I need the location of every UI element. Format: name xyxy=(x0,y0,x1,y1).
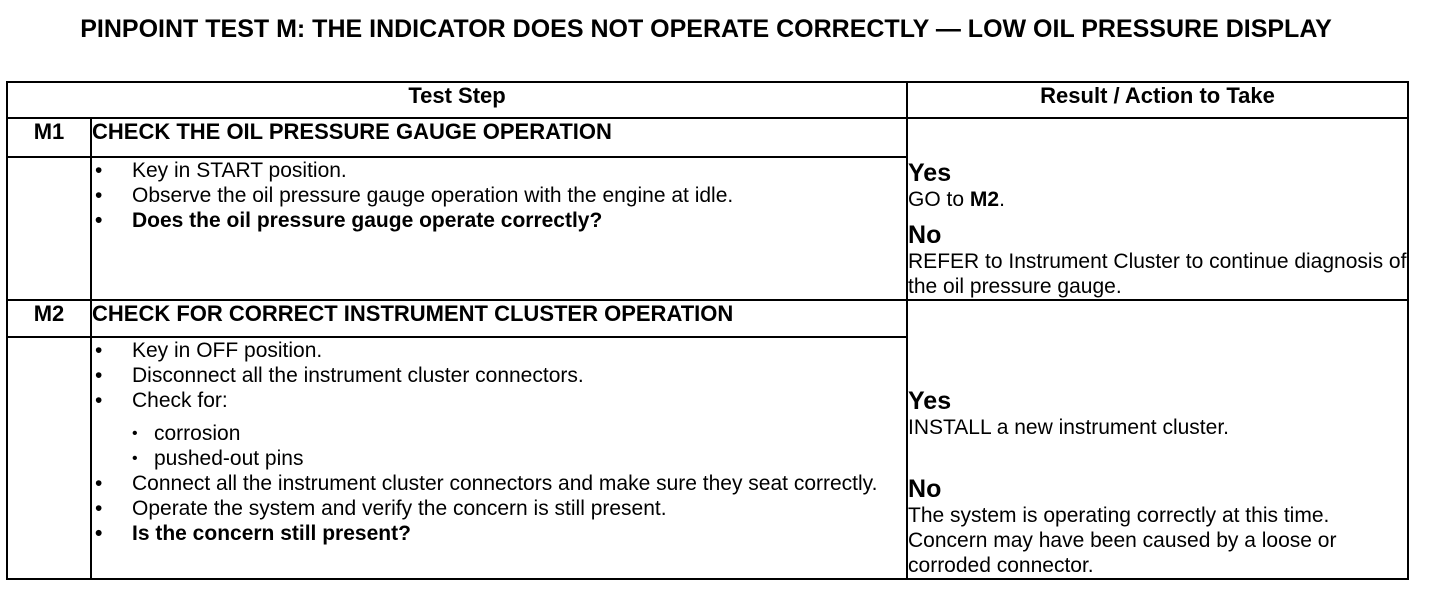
bullet-icon: • xyxy=(95,522,103,546)
yes-suffix: . xyxy=(999,188,1005,211)
bullet-icon: • xyxy=(95,339,103,363)
header-test-step: Test Step xyxy=(7,82,907,118)
list-item: • Connect all the instrument cluster connectors and make sure they seat correctly. xyxy=(95,472,878,496)
list-item: • Key in OFF position. xyxy=(95,339,323,363)
yes-label: Yes xyxy=(908,387,952,415)
step-m2-body xyxy=(91,337,907,579)
header-result: Result / Action to Take xyxy=(907,82,1408,118)
sub-bullet-icon: • xyxy=(132,450,138,468)
sub-list-item: • pushed-out pins xyxy=(132,447,304,471)
list-item: • Is the concern still present? xyxy=(95,522,411,546)
step-id: M1 xyxy=(7,118,91,157)
yes-action: INSTALL a new instrument cluster. xyxy=(908,416,1229,439)
step-m1-body xyxy=(91,157,907,300)
goto-target: M2 xyxy=(969,188,1000,211)
blank-cell xyxy=(7,337,91,579)
yes-prefix: GO to xyxy=(908,188,970,211)
list-item: • Does the oil pressure gauge operate correctly? xyxy=(95,208,603,232)
step-title: CHECK THE OIL PRESSURE GAUGE OPERATION xyxy=(91,118,907,157)
step-m2-title-row xyxy=(7,300,1408,337)
sub-list-item: • corrosion xyxy=(132,422,241,446)
list-item: • Check for: • corrosion • pushed-out pins xyxy=(92,388,906,471)
sub-bullet-icon: • xyxy=(132,425,138,443)
no-label: No xyxy=(908,475,942,503)
step-bullets xyxy=(92,338,906,546)
no-action: REFER to Instrument Cluster to continue diagnosis of the oil pressure gauge. xyxy=(908,250,1407,298)
bullet-icon: • xyxy=(95,183,103,207)
pinpoint-test-table xyxy=(6,81,1409,580)
bullet-icon: • xyxy=(95,497,103,521)
step-m1-title-row xyxy=(7,118,1408,157)
list-item: • Operate the system and verify the concern is still present. xyxy=(95,497,667,521)
yes-label: Yes xyxy=(908,159,952,187)
list-item: • Disconnect all the instrument cluster connectors. xyxy=(95,364,584,388)
sub-bullets xyxy=(132,421,906,471)
step-bullets xyxy=(92,158,906,233)
bullet-icon: • xyxy=(95,208,103,232)
no-label: No xyxy=(908,221,942,249)
bullet-icon: • xyxy=(95,389,103,413)
bullet-icon: • xyxy=(95,364,103,388)
step-m1-result xyxy=(907,118,1408,300)
no-action: The system is operating correctly at this time. Concern may have been caused by a loose or corroded connector. xyxy=(908,504,1337,577)
bullet-icon: • xyxy=(95,158,103,182)
blank-cell xyxy=(7,157,91,300)
table-header-row xyxy=(7,82,1408,118)
list-item: • Observe the oil pressure gauge operation with the engine at idle. xyxy=(95,183,734,207)
bullet-icon: • xyxy=(95,472,103,496)
page-title: PINPOINT TEST M: THE INDICATOR DOES NOT OPERATE CORRECTLY — LOW OIL PRESSURE DISPLAY xyxy=(80,15,1332,43)
list-item: • Key in START position. xyxy=(95,158,347,182)
step-id: M2 xyxy=(7,300,91,337)
step-title: CHECK FOR CORRECT INSTRUMENT CLUSTER OPERATION xyxy=(91,300,907,337)
yes-action xyxy=(908,187,1407,212)
step-m2-result xyxy=(907,300,1408,579)
